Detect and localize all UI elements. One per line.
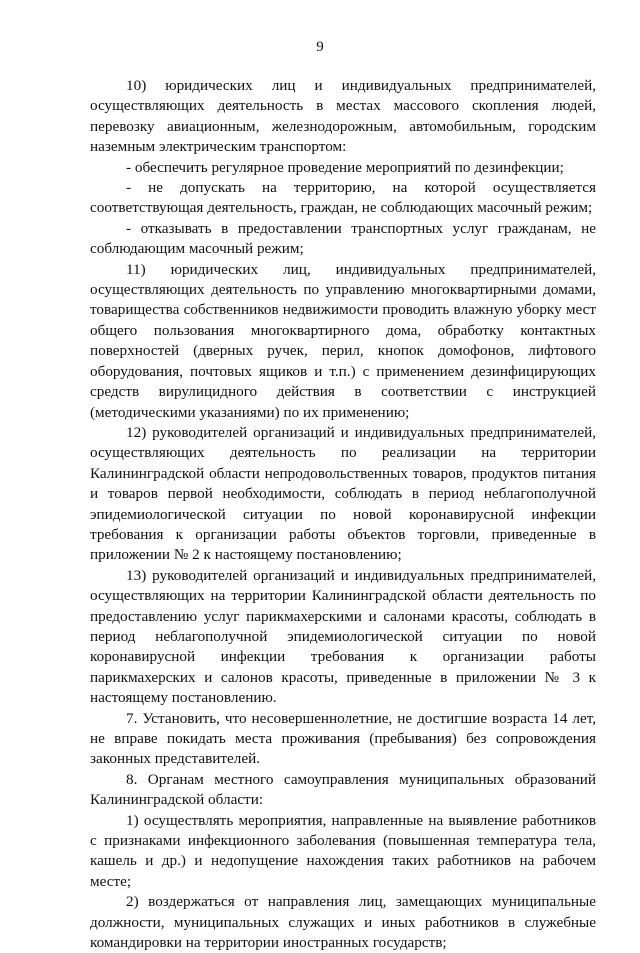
paragraph-13: 13) руководителей организаций и индивидуальных предпринимателей, осуществляющих на территории Калининградской области деятельность по предоставлению услуг парикмахерскими и салонами красоты, соблюдать в период неблагополучной эпидемиологической ситуации по новой коронавирусной инфекции требования к организации работы парикмахерских и салонов красоты, приведенные в приложении № 3 к настоящему постановлению. bbox=[90, 566, 596, 707]
paragraph-10: 10) юридических лиц и индивидуальных предпринимателей, осуществляющих деятельность в местах массового скопления людей, перевозку авиационным, железнодорожным, автомобильным, городским наземным электрическим транспортом: bbox=[90, 77, 596, 156]
page-number: 9 bbox=[316, 39, 324, 55]
section-7: 7. Установить, что несовершеннолетние, не достигшие возраста 14 лет, не вправе покидать места проживания (пребывания) без сопровождения законных представителей. bbox=[90, 709, 596, 768]
section-8-item-1: 1) осуществлять мероприятия, направленные на выявление работников с признаками инфекционного заболевания (повышенная температура тела, кашель и др.) и недопущение нахождения таких работников на рабочем месте; bbox=[90, 811, 596, 890]
paragraph-12: 12) руководителей организаций и индивидуальных предпринимателей, осуществляющих деятельность по реализации на территории Калининградской области непродовольственных товаров, продуктов питания и товаров первой необходимости, соблюдать в период неблагополучной эпидемиологической ситуации по новой коронавирусной инфекции требования к организации работы объектов торговли, приведенные в приложении № 2 к настоящему постановлению; bbox=[90, 423, 596, 564]
paragraph-11: 11) юридических лиц, индивидуальных предпринимателей, осуществляющих деятельность по управлению многоквартирными домами, товарищества собственников недвижимости проводить влажную уборку мест общего пользования многоквартирного дома, обработку контактных поверхностей (дверных ручек, перил, кнопок домофонов, лифтового оборудования, почтовых ящиков и т.п.) с применением дезинфицирующих средств вирулицидного действия в соответствии с инструкцией (методическими указаниями) по их применению; bbox=[90, 260, 596, 421]
document-body bbox=[90, 76, 596, 953]
section-8-item-2: 2) воздержаться от направления лиц, замещающих муниципальные должности, муниципальных служащих и иных работников в служебные командировки на территории иностранных государств; bbox=[90, 893, 596, 952]
paragraph-10-item-2: - не допускать на территорию, на которой осуществляется соответствующая деятельность, граждан, не соблюдающих масочный режим; bbox=[90, 179, 596, 217]
paragraph-10-item-1: - обеспечить регулярное проведение мероприятий по дезинфекции; bbox=[126, 158, 564, 176]
section-8: 8. Органам местного самоуправления муниципальных образований Калининградской области: bbox=[90, 770, 596, 809]
paragraph-10-item-3: - отказывать в предоставлении транспортных услуг гражданам, не соблюдающим масочный режим; bbox=[90, 219, 596, 258]
